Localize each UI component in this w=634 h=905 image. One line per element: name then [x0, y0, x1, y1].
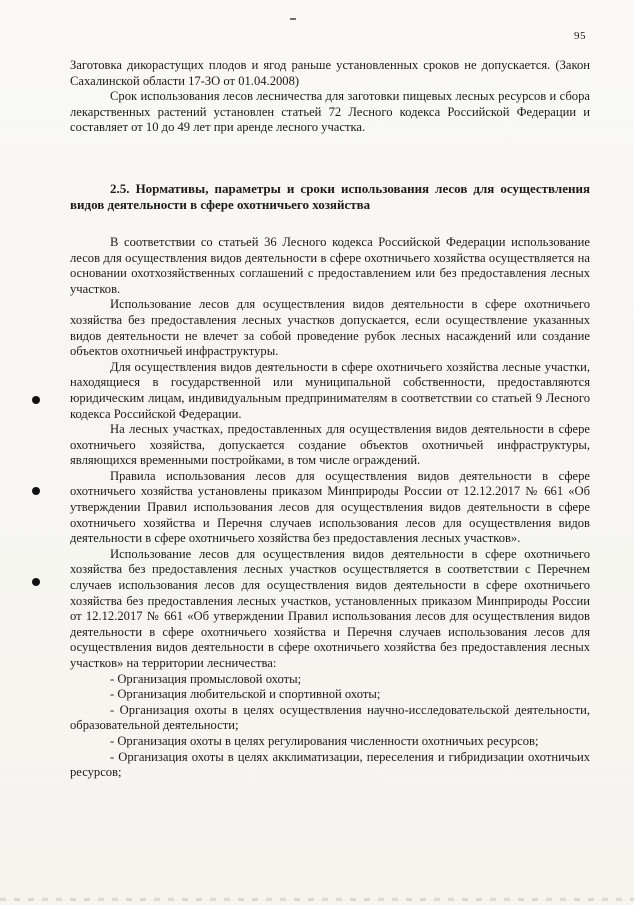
- list-item: - Организация охоты в целях регулирования численности охотничьих ресурсов;: [110, 733, 539, 748]
- list-item: - Организация любительской и спортивной охоты;: [110, 687, 381, 702]
- list-item: - Организация охоты в целях акклиматизации, переселения и гибридизации охотничьих ресурсов;: [70, 749, 590, 780]
- paragraph: Срок использования лесов лесничества для заготовки пищевых лесных ресурсов и сбора лекарственных растений установлен статьей 72 Лесного кодекса Российской Федерации и составляет от 10 до 49 лет при аренде лесного участка.: [70, 89, 590, 135]
- list-item: - Организация охоты в целях осуществления научно-исследовательской деятельности, образовательной деятельности;: [70, 702, 590, 733]
- scan-bottom-edge: [0, 898, 634, 901]
- punch-hole-mark: [32, 487, 40, 495]
- section-heading: 2.5. Нормативы, параметры и сроки использования лесов для осуществления видов деятельности в сфере охотничьего хозяйства: [70, 180, 590, 212]
- paragraph: В соответствии со статьей 36 Лесного кодекса Российской Федерации использование лесов для осуществления видов деятельности в сфере охотничьего хозяйства осуществляется на основании охотхозяйственных соглашений с предоставлением или без предоставления лесных участков.: [70, 234, 590, 296]
- paragraph: Заготовка дикорастущих плодов и ягод раньше установленных сроков не допускается. (Закон Сахалинской области 17-ЗО от 01.04.2008): [70, 58, 590, 88]
- punch-hole-mark: [32, 396, 40, 404]
- paragraph: Использование лесов для осуществления видов деятельности в сфере охотничьего хозяйства без предоставления лесных участков осуществляется в соответствии с Перечнем случаев использования лесов для осуществления видов деятельности в сфере охотничьего хозяйства без предоставления лесных участков, установленных приказом Минприроды России от 12.12.2017 № 661 «Об утверждении Правил использования лесов для осуществления видов деятельности в сфере охотничьего хозяйства и Перечня случаев использования лесов для осуществления видов деятельности в сфере охотничьего хозяйства без предоставления лесных участков» на территории лесничества:: [70, 546, 590, 670]
- document-body: [70, 58, 590, 781]
- list-item: - Организация промысловой охоты;: [110, 671, 302, 686]
- punch-hole-mark: [32, 578, 40, 586]
- paragraph: На лесных участках, предоставленных для осуществления видов деятельности в сфере охотничьего хозяйства, допускается создание объектов охотничьей инфраструктуры, являющихся временными постройками, в том числе ограждений.: [70, 422, 590, 468]
- paragraph: Использование лесов для осуществления видов деятельности в сфере охотничьего хозяйства без предоставления лесных участков допускается, если осуществление указанных видов деятельности не влечет за собой проведение рубок лесных насаждений или создание объектов охотничьей инфраструктуры.: [70, 297, 590, 359]
- page-number: 95: [574, 30, 586, 42]
- scan-artifact: [290, 18, 296, 20]
- paragraph: Правила использования лесов для осуществления видов деятельности в сфере охотничьего хозяйства установлены приказом Минприроды России от 12.12.2017 № 661 «Об утверждении Правил использования лесов для осуществления видов деятельности в сфере охотничьего хозяйства и Перечня случаев использования лесов для осуществления видов деятельности в сфере охотничьего хозяйства без предоставления лесных участков».: [70, 468, 590, 546]
- paragraph: Для осуществления видов деятельности в сфере охотничьего хозяйства лесные участки, находящиеся в государственной или муниципальной собственности, предоставляются юридическим лицам, индивидуальным предпринимателям в соответствии со статьей 9 Лесного кодекса Российской Федерации.: [70, 359, 590, 421]
